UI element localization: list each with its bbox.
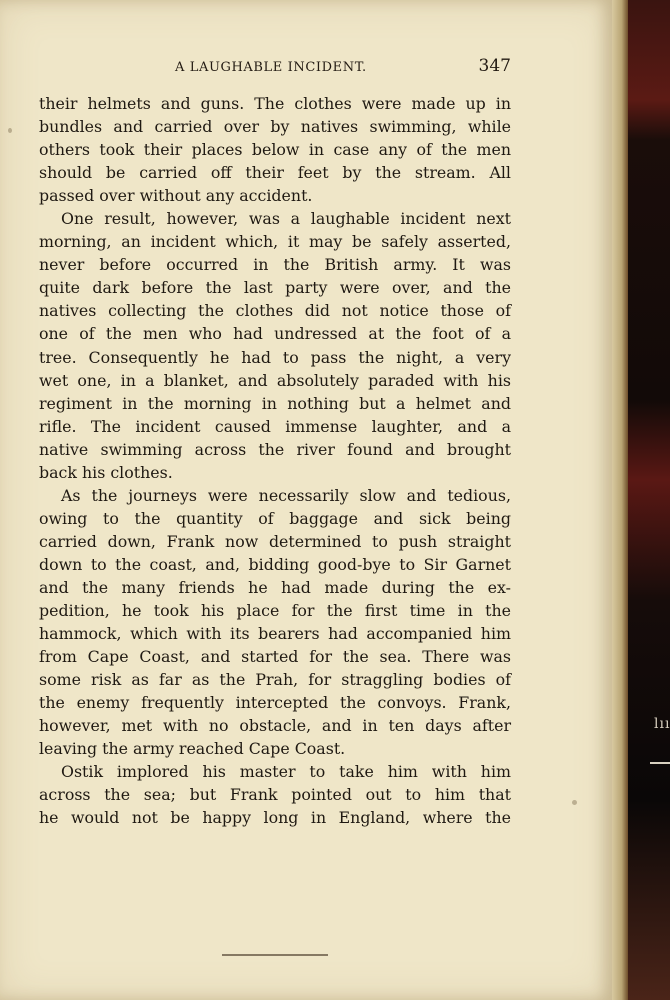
paper-speck xyxy=(572,800,577,805)
book-cover xyxy=(628,0,670,1000)
text-line: passed over without any accident. xyxy=(39,186,313,206)
text-line: morning, an incident which, it may be safely asserted, xyxy=(39,232,511,252)
text-line: others took their places below in case any of the men xyxy=(39,140,511,160)
text-line: one of the men who had undressed at the foot of a xyxy=(39,324,511,344)
paper-speck xyxy=(8,128,12,133)
text-line: Ostik implored his master to take him with him xyxy=(61,762,511,782)
text-line: hammock, which with its bearers had accompanied him xyxy=(39,624,511,644)
page-number: 347 xyxy=(478,56,511,76)
page-edge xyxy=(612,0,628,1000)
text-line: back his clothes. xyxy=(39,462,173,482)
cover-mark: lıı xyxy=(654,716,670,732)
text-line: quite dark before the last party were over, and the xyxy=(39,278,511,298)
text-line: some risk as far as the Prah, for straggling bodies of xyxy=(39,670,511,690)
page-header xyxy=(39,56,511,82)
body-text xyxy=(39,92,511,830)
text-line: pedition, he took his place for the first time in the xyxy=(39,601,511,621)
text-line: regiment in the morning in nothing but a helmet and xyxy=(39,393,511,413)
text-line: he would not be happy long in England, where the xyxy=(39,808,511,828)
text-line: and the many friends he had made during the ex- xyxy=(39,577,511,597)
text-line: wet one, in a blanket, and absolutely paraded with his xyxy=(39,370,511,390)
text-line: across the sea; but Frank pointed out to him that xyxy=(39,785,511,805)
text-line: bundles and carried over by natives swimming, while xyxy=(39,117,511,137)
cover-line xyxy=(650,762,670,764)
text-line: from Cape Coast, and started for the sea. There was xyxy=(39,647,511,667)
text-line: natives collecting the clothes did not notice those of xyxy=(39,301,511,321)
text-line: One result, however, was a laughable incident next xyxy=(61,209,511,229)
text-line: carried down, Frank now determined to push straight xyxy=(39,531,511,551)
text-line: native swimming across the river found and brought xyxy=(39,439,511,459)
text-line: down to the coast, and, bidding good-bye to Sir Garnet xyxy=(39,554,511,574)
text-line: rifle. The incident caused immense laughter, and a xyxy=(39,416,511,436)
text-line: the enemy frequently intercepted the convoys. Frank, xyxy=(39,693,511,713)
text-line: tree. Consequently he had to pass the night, a very xyxy=(39,347,511,367)
text-line: never before occurred in the British army. It was xyxy=(39,255,511,275)
bottom-rule xyxy=(222,954,328,956)
text-line: As the journeys were necessarily slow and tedious, xyxy=(61,485,511,505)
text-line: should be carried off their feet by the stream. All xyxy=(39,163,511,183)
text-line: leaving the army reached Cape Coast. xyxy=(39,739,346,759)
text-line: their helmets and guns. The clothes were made up in xyxy=(39,94,511,113)
text-line: however, met with no obstacle, and in ten days after xyxy=(39,716,511,736)
running-head: A LAUGHABLE INCIDENT. xyxy=(175,60,367,75)
text-line: owing to the quantity of baggage and sick being xyxy=(39,508,511,528)
